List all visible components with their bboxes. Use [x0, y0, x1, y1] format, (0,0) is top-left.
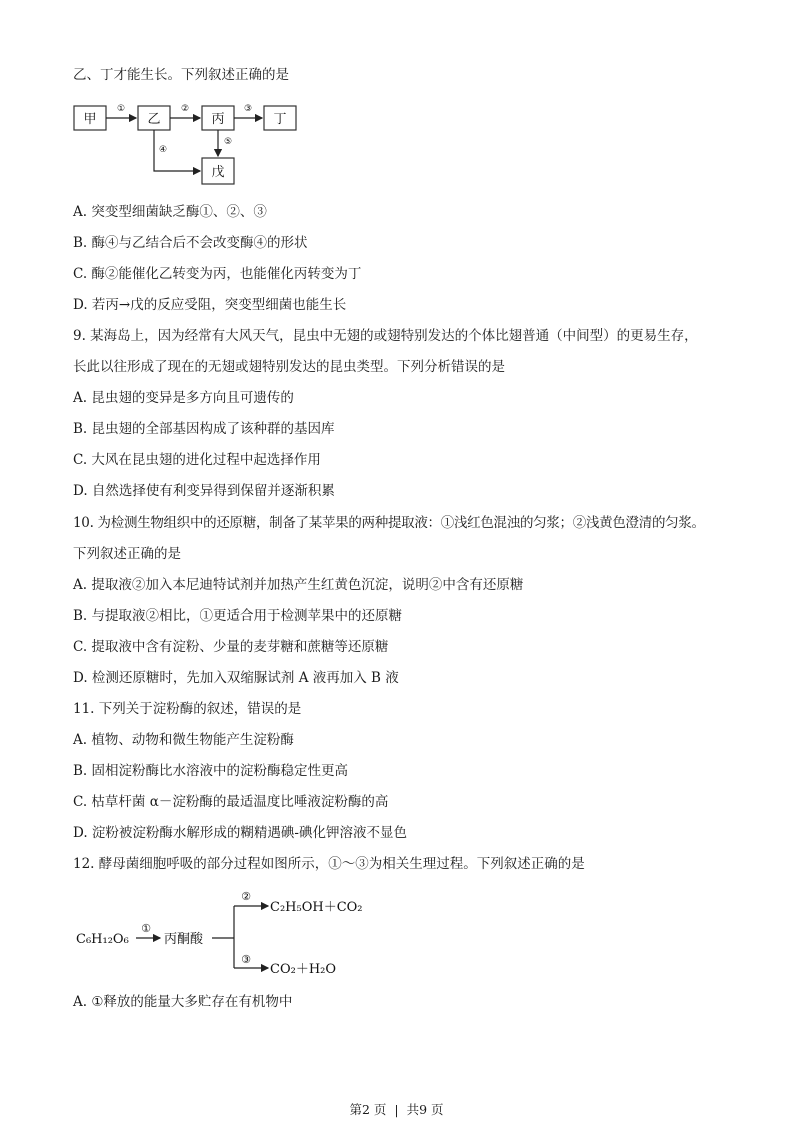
- q9-option-d: D. 自然选择使有利变异得到保留并逐渐积累: [73, 483, 335, 499]
- label-4: ④: [158, 145, 168, 155]
- label-1: ①: [116, 104, 126, 114]
- q11-option-a: A. 植物、动物和微生物能产生淀粉酶: [73, 732, 294, 748]
- q12-option-a: A. ①释放的能量大多贮存在有机物中: [73, 994, 293, 1010]
- step1-label: ①: [141, 922, 151, 935]
- q10-option-a: A. 提取液②加入本尼迪特试剂并加热产生红黄色沉淀，说明②中含有还原糖: [73, 577, 524, 593]
- q12-stem: 12. 酵母菌细胞呼吸的部分过程如图所示，①～③为相关生理过程。下列叙述正确的是: [73, 856, 585, 872]
- yeast-respiration-diagram: [74, 884, 374, 984]
- product3-label: CO₂＋H₂O: [270, 962, 337, 977]
- q8-option-b: B. 酶④与乙结合后不会改变酶④的形状: [73, 235, 308, 251]
- label-5: ⑤: [223, 137, 233, 147]
- label-3: ③: [243, 104, 253, 114]
- q10-stem-line1: 10. 为检测生物组织中的还原糖，制备了某苹果的两种提取液：①浅红色混浊的匀浆；②浅黄色澄清的匀浆。: [73, 515, 705, 531]
- product2-label: C₂H₅OH＋CO₂: [270, 900, 363, 915]
- q10-option-b: B. 与提取液②相比，①更适合用于检测苹果中的还原糖: [73, 608, 403, 624]
- q10-option-d: D. 检测还原糖时，先加入双缩脲试剂 A 液再加入 B 液: [73, 670, 399, 686]
- q9-option-b: B. 昆虫翅的全部基因构成了该种群的基因库: [73, 421, 335, 437]
- page-number: 第2 页: [349, 1102, 387, 1117]
- node-yi: 乙: [147, 112, 161, 127]
- q9-option-c: C. 大风在昆虫翅的进化过程中起选择作用: [73, 452, 321, 468]
- node-wu: 戊: [211, 165, 225, 180]
- node-ding: 丁: [273, 112, 287, 127]
- q11-stem: 11. 下列关于淀粉酶的叙述，错误的是: [73, 701, 302, 717]
- q9-stem-line1: 9. 某海岛上，因为经常有大风天气，昆虫中无翅的或翅特别发达的个体比翅普通（中间型）的更易生存，: [73, 328, 698, 344]
- q10-stem-line2: 下列叙述正确的是: [73, 546, 181, 562]
- q9-stem-line2: 长此以往形成了现在的无翅或翅特别发达的昆虫类型。下列分析错误的是: [73, 359, 505, 375]
- q9-option-a: A. 昆虫翅的变异是多方向且可遗传的: [73, 390, 294, 406]
- q10-option-c: C. 提取液中含有淀粉、少量的麦芽糖和蔗糖等还原糖: [73, 639, 389, 655]
- pyruvate-label: 丙酮酸: [164, 932, 204, 947]
- q8-option-d: D. 若丙→戊的反应受阻，突变型细菌也能生长: [73, 297, 347, 313]
- step3-label: ③: [241, 953, 251, 966]
- question-8-stem-tail: 乙、丁才能生长。下列叙述正确的是: [73, 67, 289, 83]
- step2-label: ②: [241, 890, 251, 903]
- metabolic-pathway-diagram: [70, 94, 310, 194]
- q8-option-a: A. 突变型细菌缺乏酶①、②、③: [73, 204, 267, 220]
- q11-option-d: D. 淀粉被淀粉酶水解形成的糊精遇碘-碘化钾溶液不显色: [73, 825, 407, 841]
- page-total: 共9 页: [406, 1102, 444, 1117]
- q11-option-c: C. 枯草杆菌 α－淀粉酶的最适温度比唾液淀粉酶的高: [73, 794, 389, 810]
- page-footer: [0, 1100, 793, 1118]
- q8-option-c: C. 酶②能催化乙转变为丙，也能催化丙转变为丁: [73, 266, 362, 282]
- footer-separator: |: [394, 1102, 399, 1117]
- node-bing: 丙: [211, 112, 225, 127]
- glucose-label: C₆H₁₂O₆: [76, 932, 129, 947]
- q11-option-b: B. 固相淀粉酶比水溶液中的淀粉酶稳定性更高: [73, 763, 349, 779]
- label-2: ②: [180, 104, 190, 114]
- node-jia: 甲: [83, 112, 97, 127]
